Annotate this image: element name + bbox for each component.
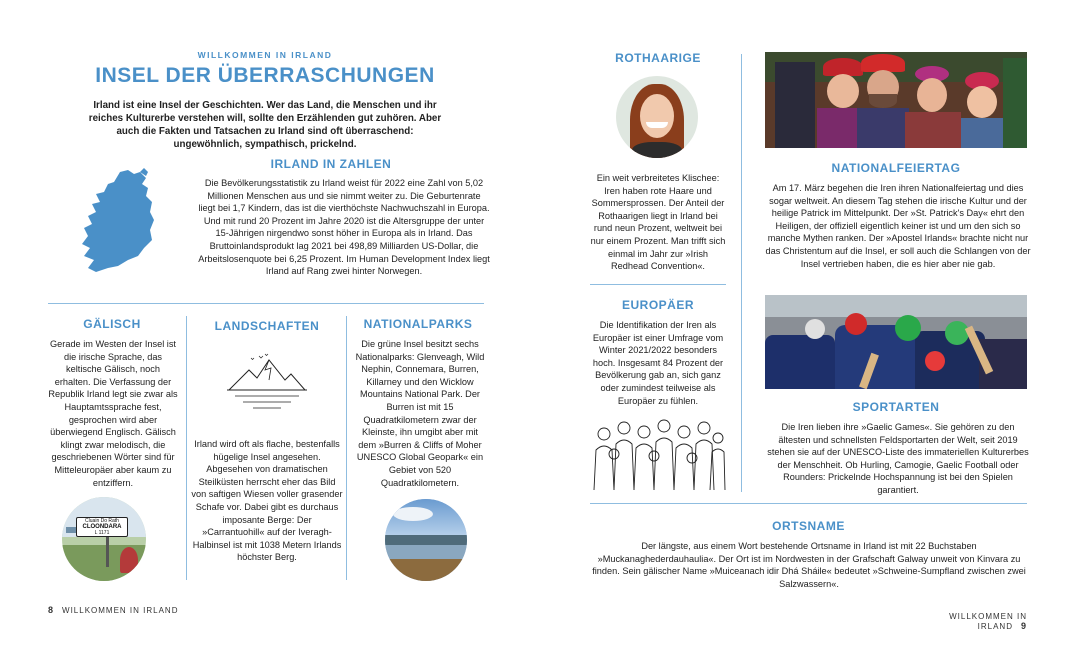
divider xyxy=(186,316,187,580)
intro-kicker: WILLKOMMEN IN IRLAND xyxy=(197,50,333,60)
st-patricks-day-photo xyxy=(765,52,1027,148)
gaelic-games-equipment-photo xyxy=(765,295,1027,389)
landschaften-heading: LANDSCHAFTEN xyxy=(214,319,320,333)
page-number: 9 xyxy=(1020,621,1027,631)
sportarten-text: Die Iren lieben ihre »Gaelic Games«. Sie gehören zu den ältesten und schnellsten Feldsportarten der Welt, seit 2019 stehen sie auf der UNESCO-Liste des immateriellen Kulturerbes der Menschheit. Ob Hurling, Camogie, Gaelic Football oder Rounders: Prickelnde Hochspannung ist bei den Spielen garantiert. xyxy=(767,422,1029,495)
gaelisch-text: Gerade im Westen der Insel ist die irische Sprache, das keltische Gälisch, noch erhalten. Die Verfassung der Republik Irland legt sie zwar als Hauptamtssprache fest, gesprochen wird aber überwiegend Englisch. Gälisch klingt zwar melodisch, die geschriebenen Wörter sind für Mitteleuropäer aber kaum zu entziffern. xyxy=(48,339,178,488)
page-title: INSEL DER ÜBERRASCHUNGEN xyxy=(95,64,435,87)
mountains-icon xyxy=(225,352,309,412)
redhead-portrait-photo xyxy=(616,76,698,158)
ireland-map-icon xyxy=(78,168,160,276)
nationalparks-text: Die grüne Insel besitzt sechs Nationalparks: Glenveagh, Wild Nephin, Connemara, Burren, Killarney und den Wicklow Mountains National Park. Der Burren ist mit 15 Quadratkilometern zwar der Kleinste, ihn umgibt aber mit dem »Burren & Cliffs of Moher UNESCO Global Geopark« ein Gebiet von 520 Quadratkilometern. xyxy=(355,339,485,488)
europaeer-text: Die Identifikation der Iren als Europäer ist einer Umfrage vom Winter 2021/2022 besonders hoch. Insgesamt 84 Prozent der Bevölkerung gab an, sich ganz oder zumindest teilweise als Europäer zu fühlen. xyxy=(592,320,724,406)
footer-left xyxy=(48,605,178,615)
landschaften-text: Irland wird oft als flache, bestenfalls hügelige Insel angesehen. Abgesehen von dramatischen Steilküsten herrscht eher das Bild von saftigen Wiesen voller grasender Schafe vor. Dabei gibt es durchaus imposante Berge: Der »Carrantuohill« auf der Iveragh-Halbinsel ist mit 1038 Metern Irlands höchster Berg. xyxy=(191,439,343,563)
divider xyxy=(48,303,484,304)
ortsname-heading: ORTSNAME xyxy=(772,519,845,533)
intro-text: Irland ist eine Insel der Geschichten. Wer das Land, die Menschen und ihr reiches Kulturerbe verstehen will, sollte den Erzählenden gut zuhören. Aber auch die Fakten und Tatsachen zu Irland sind oft überraschend: ungewöhnlich, sympathisch, prickelnd. xyxy=(88,100,442,150)
rothaarige-text: Ein weit verbreitetes Klischee: Iren haben rote Haare und Sommersprossen. Der Anteil der Rothaarigen liegt in Irland bei rund neun Prozent, weltweit bei nur einem Prozent. Man trifft sich einmal im Jahr zur »Irish Redhead Convention«. xyxy=(590,173,726,272)
zahlen-heading: IRLAND IN ZAHLEN xyxy=(270,157,392,171)
sign-line: CLOONDARA xyxy=(82,524,122,530)
nationalparks-heading: NATIONALPARKS xyxy=(363,317,473,331)
zahlen-text: Die Bevölkerungsstatistik zu Irland weist für 2022 eine Zahl von 5,02 Millionen Menschen aus und sie nimmt weiter zu. Die Geburtenrate liegt bei 1,7 Kindern, das ist die vierthöchste Nachwuchszahl in Europa. Und mit rund 20 Prozent im Jahre 2020 ist die Altersgruppe der unter 15-Jährigen nirgendwo sonst höher in Europa als in Irland. Das Bruttoinlandsprodukt lag 2021 bei 498,89 Milliarden US-Dollar, die Arbeitslosenquote bei 6,25 Prozent. Im Human Development Index liegt Irland auf Rang zwei hinter Norwegen. xyxy=(198,178,490,277)
sign-line: Cluain Do Rath xyxy=(85,518,119,524)
footer-right xyxy=(900,612,1027,631)
divider xyxy=(590,503,1027,504)
divider xyxy=(346,316,347,580)
gaelisch-heading: GÄLISCH xyxy=(83,317,141,331)
europaeer-heading: EUROPÄER xyxy=(621,298,694,312)
page-number: 8 xyxy=(48,605,55,615)
ortsname-text: Der längste, aus einem Wort bestehende Ortsname in Irland ist mit 22 Buchstaben »Muckanaghederdauhaulia«. Der Ort ist im Nordwesten in der Grafschaft Galway unweit von Kinvara zu finden. Sein gälischer Name »Muiceanach idir Dhá Sháile« bedeutet »Schweine-Sumpfland zwischen zwei Salzwassern«. xyxy=(592,541,1026,589)
nationalfeiertag-heading: NATIONALFEIERTAG xyxy=(831,161,961,175)
footer-label: WILLKOMMEN IN IRLAND xyxy=(62,606,179,615)
divider xyxy=(590,284,726,285)
sign-line: L 1171 xyxy=(94,530,110,536)
sportarten-heading: SPORTARTEN xyxy=(852,400,940,414)
road-sign xyxy=(76,517,128,537)
nationalfeiertag-text: Am 17. März begehen die Iren ihren Nationalfeiertag und dies sogar weltweit. An diesem Tag stehen die irische Kultur und der heilige Patrick im Mittelpunkt. Der »St. Patrick's Day« ehrt den Heiligen, der offiziell eigentlich keiner ist und um den sich so manche Mythen ranken. Der »Apostel Irlands« brachte nicht nur das Christentum auf die Insel, er soll auch die Schlangen von der Insel vertrieben haben, die es hier aber nie gab. xyxy=(765,183,1031,269)
footer-label: WILLKOMMEN IN IRLAND xyxy=(949,612,1027,631)
rothaarige-heading: ROTHAARIGE xyxy=(615,51,701,65)
crowd-illustration-icon xyxy=(592,414,726,492)
road-sign-photo xyxy=(62,497,146,581)
divider xyxy=(741,54,742,492)
lake-landscape-photo xyxy=(385,499,467,581)
